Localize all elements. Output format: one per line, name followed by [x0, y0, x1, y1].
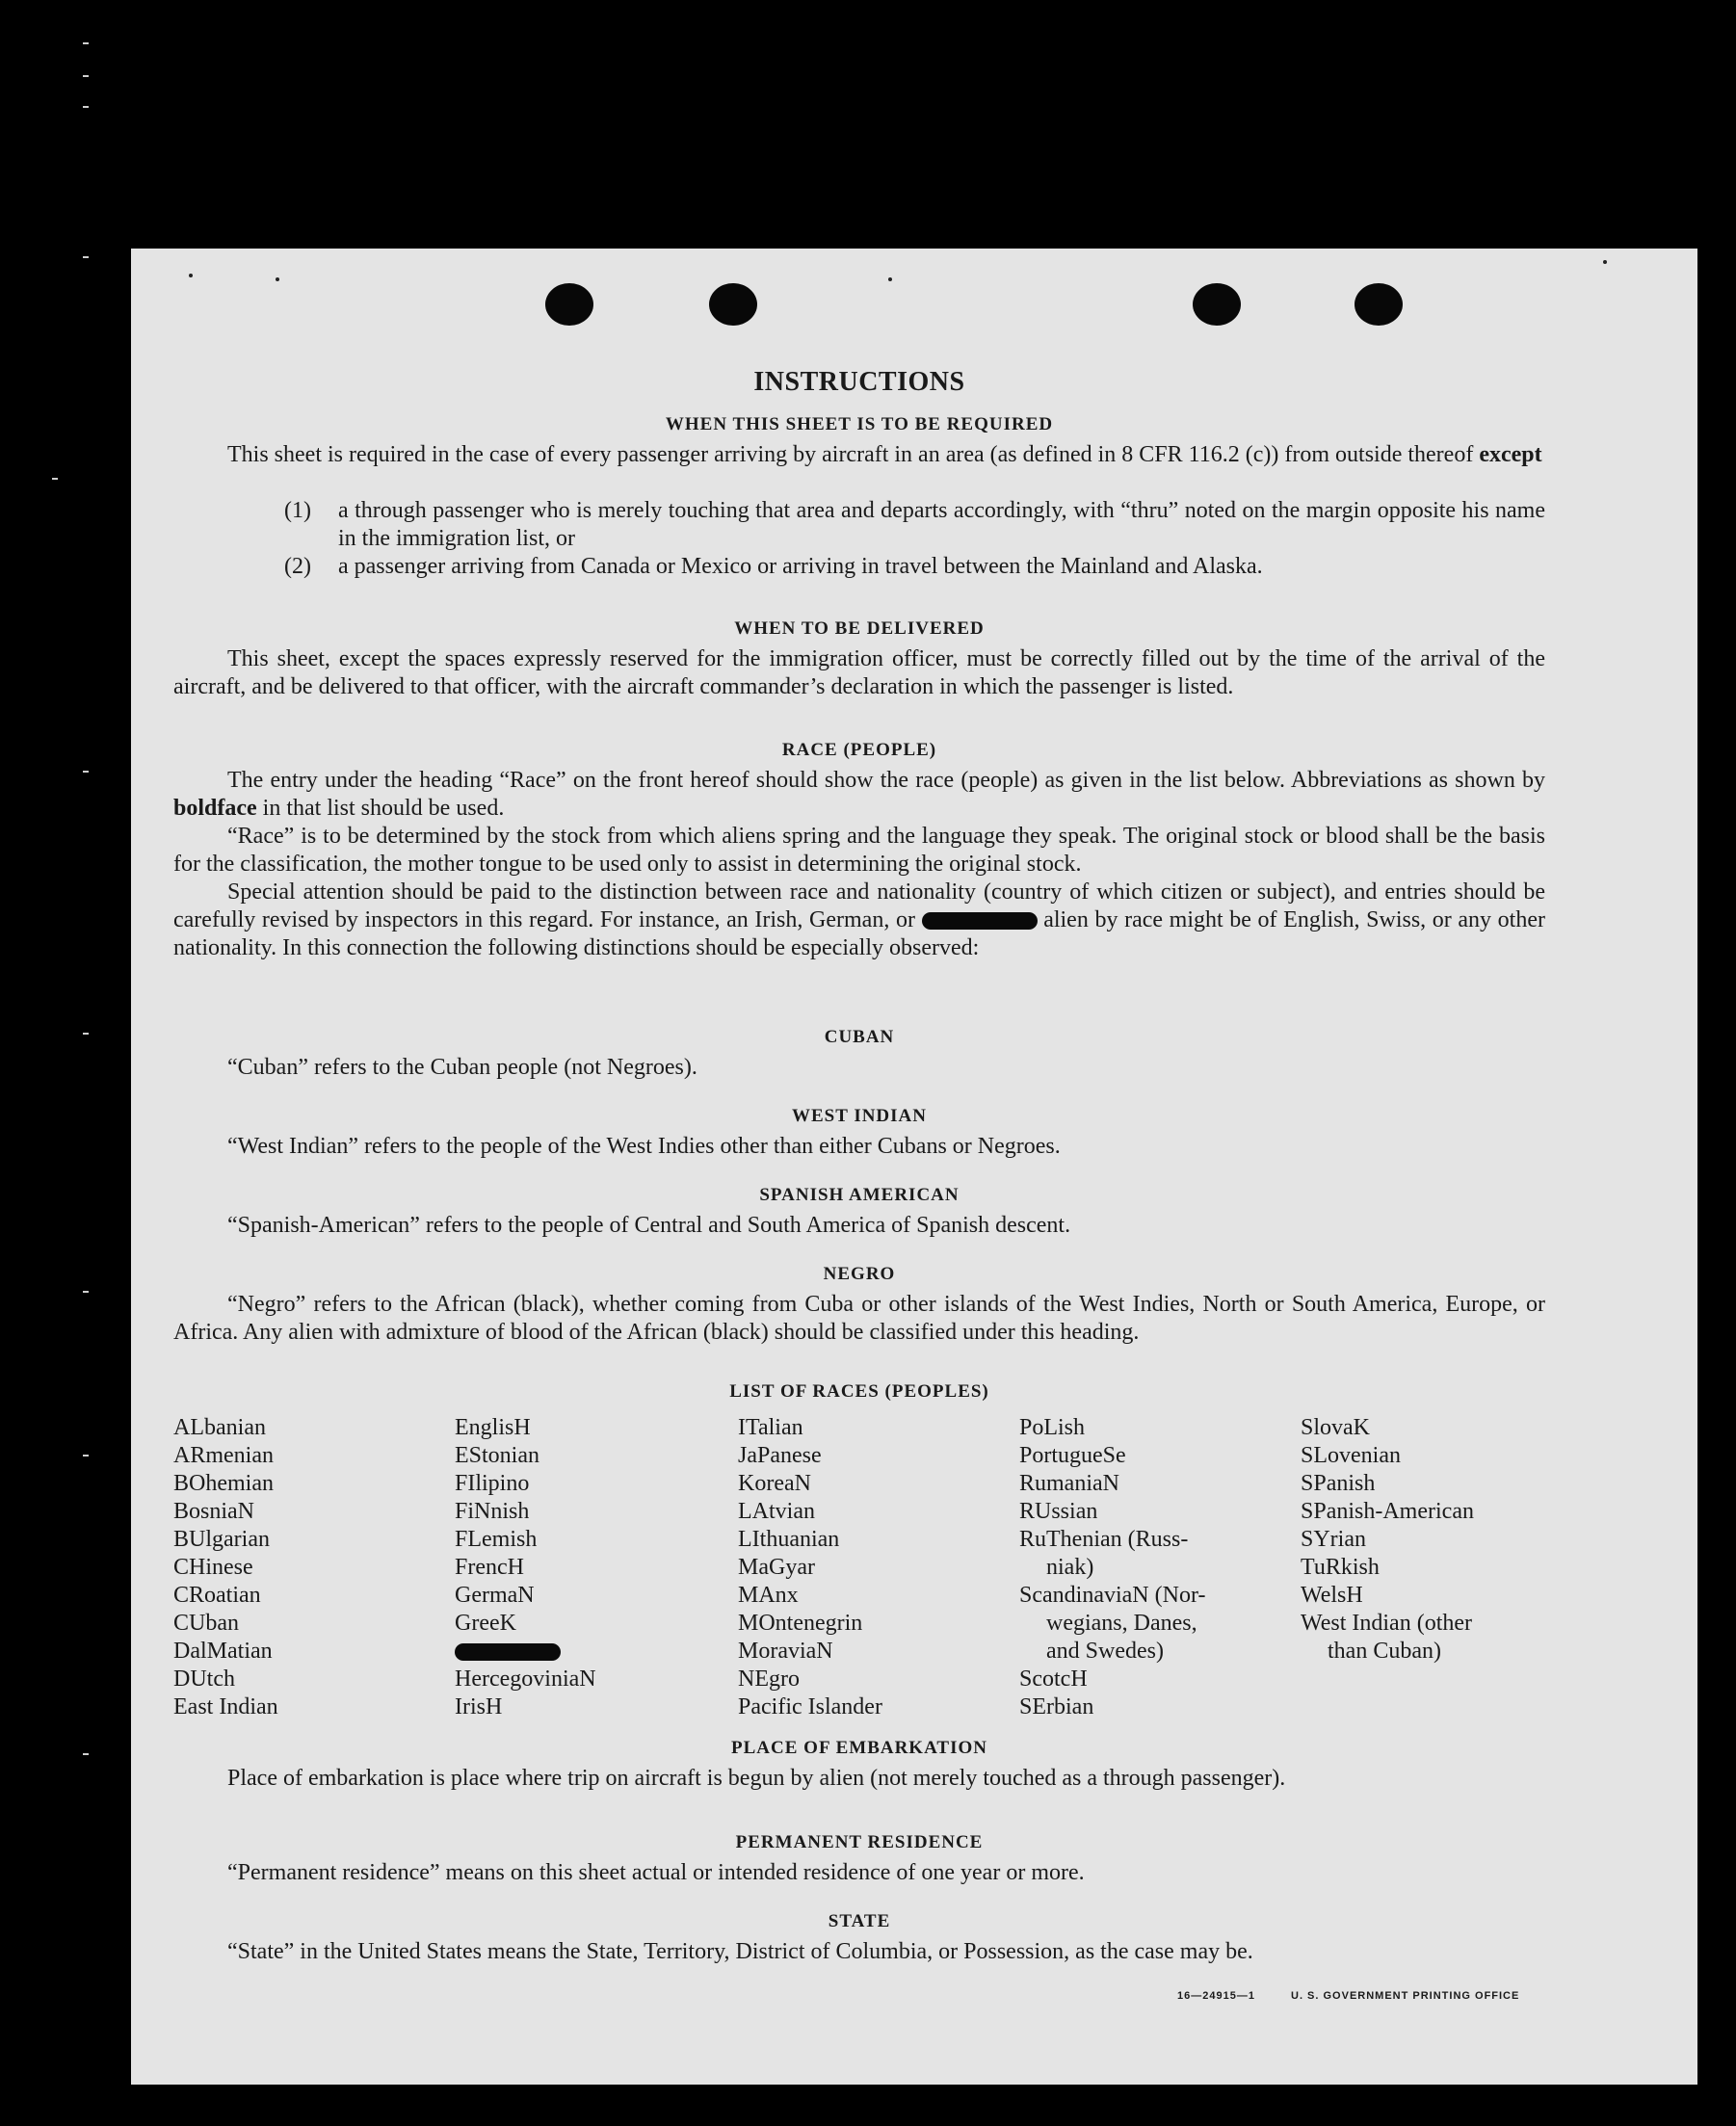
race-item: KoreaN: [738, 1471, 811, 1496]
exceptions-list: [284, 497, 1545, 581]
race-item: RuThenian (Russ-: [1019, 1527, 1189, 1552]
race-item: NEgro: [738, 1667, 800, 1692]
race-item: MoraviaN: [738, 1639, 833, 1664]
heading-permanent-residence: PERMANENT RESIDENCE: [735, 1832, 984, 1852]
speck: [1603, 260, 1607, 264]
heading-cuban: CUBAN: [824, 1027, 895, 1047]
race-column-2: [455, 1414, 734, 1721]
race-item: DUtch: [173, 1667, 235, 1692]
paragraph-race: The entry under the heading “Race” on the front hereof should show the race (people) as given in the list below. Abbreviations as shown by boldface in that list should be used. “Race” is to be determined by the stock from which aliens spring and the language they speak. The original stock or blood shall be the basis for the classification, the mother tongue to be used only to assist in determining the original stock. Special attention should be paid to the distinction between race and nationality (country of which citizen or subject), and entries should be carefully revised by inspectors in this regard. For instance, an Irish, German, or alien by race might be of English, Swiss, or any other nationality. In this connection the following distinctions should be especially observed:: [173, 768, 1545, 960]
race-item: ScandinaviaN (Nor-: [1019, 1583, 1206, 1608]
race-column-3: [738, 1414, 1017, 1721]
scan-mark: [83, 75, 89, 77]
scan-mark: [83, 42, 89, 44]
race-item: IrisH: [455, 1694, 503, 1719]
race-item: MOntenegrin: [738, 1611, 863, 1636]
heading-list-of-races: LIST OF RACES (PEOPLES): [729, 1381, 989, 1402]
race-item: PortugueSe: [1019, 1443, 1126, 1468]
race-item: HercegoviniaN: [455, 1667, 596, 1692]
race-column-4: [1019, 1414, 1299, 1721]
page-title: INSTRUCTIONS: [753, 367, 965, 397]
scan-mark: [52, 478, 58, 480]
race-item: CHinese: [173, 1555, 253, 1580]
race-item-continued: than Cuban): [1328, 1639, 1441, 1664]
heading-state: STATE: [828, 1911, 891, 1931]
race-column-5: [1301, 1414, 1580, 1666]
race-item: SPanish-American: [1301, 1499, 1474, 1524]
race-item-continued: niak): [1046, 1555, 1094, 1580]
race-item: GreeK: [455, 1611, 516, 1636]
race-item: SErbian: [1019, 1694, 1094, 1719]
paragraph-when-delivered: This sheet, except the spaces expressly reserved for the immigration officer, must be correctly filled out by the time of the arrival of the aircraft, and be delivered to that officer, with the aircraft commander’s declaration in which the passenger is listed.: [173, 646, 1545, 699]
punch-hole: [1355, 283, 1403, 326]
race-item: ScotcH: [1019, 1667, 1088, 1692]
punch-hole: [709, 283, 757, 326]
scan-mark: [83, 1753, 89, 1755]
scan-mark: [83, 1033, 89, 1035]
race-column-1: [173, 1414, 453, 1721]
speck: [888, 277, 892, 281]
paragraph-spanish-american: “Spanish-American” refers to the people of Central and South America of Spanish descent.: [227, 1213, 1071, 1238]
race-item-continued: wegians, Danes,: [1046, 1611, 1197, 1636]
race-item: BosniaN: [173, 1499, 254, 1524]
race-item: BUlgarian: [173, 1527, 270, 1552]
race-item: MAnx: [738, 1583, 799, 1608]
speck: [276, 277, 279, 281]
race-item: DalMatian: [173, 1639, 273, 1664]
paragraph-permanent-residence: “Permanent residence” means on this sheet actual or intended residence of one year or more.: [227, 1860, 1085, 1885]
redaction-mark: [922, 912, 1038, 930]
speck: [189, 274, 193, 277]
heading-west-indian: WEST INDIAN: [792, 1106, 927, 1126]
race-item: JaPanese: [738, 1443, 822, 1468]
race-item: GermaN: [455, 1583, 535, 1608]
race-item: RumaniaN: [1019, 1471, 1119, 1496]
race-item: EStonian: [455, 1443, 539, 1468]
race-item: West Indian (other: [1301, 1611, 1473, 1636]
race-item: RUssian: [1019, 1499, 1098, 1524]
race-item-redacted: [455, 1638, 734, 1666]
exception-item-2: (2) a passenger arriving from Canada or Mexico or arriving in travel between the Mainland and Alaska.: [284, 554, 1263, 579]
race-item: ARmenian: [173, 1443, 274, 1468]
race-item: FrencH: [455, 1555, 524, 1580]
race-item: SLovenian: [1301, 1443, 1401, 1468]
race-item: LAtvian: [738, 1499, 815, 1524]
heading-when-required: WHEN THIS SHEET IS TO BE REQUIRED: [665, 414, 1054, 434]
paragraph-state: “State” in the United States means the State, Territory, District of Columbia, or Possession, as the case may be.: [227, 1939, 1253, 1964]
exception-item-1: (1) a through passenger who is merely touching that area and departs accordingly, with “thru” noted on the margin opposite his name in the immigration list, or: [284, 498, 1545, 551]
race-item: SPanish: [1301, 1471, 1376, 1496]
punch-hole: [1193, 283, 1241, 326]
scan-mark: [83, 1291, 89, 1293]
race-item: East Indian: [173, 1694, 278, 1719]
race-item: PoLish: [1019, 1415, 1086, 1440]
paragraph-negro: “Negro” refers to the African (black), whether coming from Cuba or other islands of the West Indies, North or South America, Europe, or Africa. Any alien with admixture of blood of the African (black) should be classified under this heading.: [173, 1292, 1545, 1345]
form-number: 16—24915—1: [1177, 1990, 1255, 2002]
race-item: ALbanian: [173, 1415, 266, 1440]
heading-race: RACE (PEOPLE): [781, 740, 937, 760]
paragraph-embarkation: Place of embarkation is place where trip on aircraft is begun by alien (not merely touched as a through passenger).: [227, 1766, 1286, 1791]
redaction-mark: [455, 1643, 561, 1661]
heading-when-delivered: WHEN TO BE DELIVERED: [734, 618, 985, 639]
scan-mark: [83, 771, 89, 773]
race-item: MaGyar: [738, 1555, 815, 1580]
except-bold: except: [1479, 442, 1542, 467]
race-item: LIthuanian: [738, 1527, 840, 1552]
race-item: TuRkish: [1301, 1555, 1380, 1580]
race-item: CUban: [173, 1611, 239, 1636]
race-item: FiNnish: [455, 1499, 530, 1524]
race-item: CRoatian: [173, 1583, 261, 1608]
race-item: Pacific Islander: [738, 1694, 882, 1719]
punch-hole: [545, 283, 593, 326]
race-item: WelsH: [1301, 1583, 1363, 1608]
race-item: BOhemian: [173, 1471, 274, 1496]
paragraph-west-indian: “West Indian” refers to the people of the West Indies other than either Cubans or Negroes.: [227, 1134, 1061, 1159]
scan-mark: [83, 256, 89, 258]
race-item: FLemish: [455, 1527, 538, 1552]
heading-spanish-american: SPANISH AMERICAN: [759, 1185, 960, 1205]
scan-mark: [83, 106, 89, 108]
printer-imprint: U. S. GOVERNMENT PRINTING OFFICE: [1291, 1990, 1520, 2002]
race-item: SlovaK: [1301, 1415, 1370, 1440]
heading-negro: NEGRO: [823, 1264, 896, 1284]
heading-embarkation: PLACE OF EMBARKATION: [731, 1738, 987, 1758]
race-item: SYrian: [1301, 1527, 1366, 1552]
race-item: FIlipino: [455, 1471, 530, 1496]
scan-mark: [83, 1455, 89, 1457]
boldface-word: boldface: [173, 796, 257, 821]
race-item: ITalian: [738, 1415, 803, 1440]
document-page: [131, 249, 1697, 2085]
race-item-continued: and Swedes): [1046, 1639, 1164, 1664]
paragraph-when-required: This sheet is required in the case of every passenger arriving by aircraft in an area (as defined in 8 CFR 116.2 (c)) from outside thereof except: [227, 442, 1542, 467]
paragraph-cuban: “Cuban” refers to the Cuban people (not Negroes).: [227, 1055, 697, 1080]
race-item: EnglisH: [455, 1415, 531, 1440]
